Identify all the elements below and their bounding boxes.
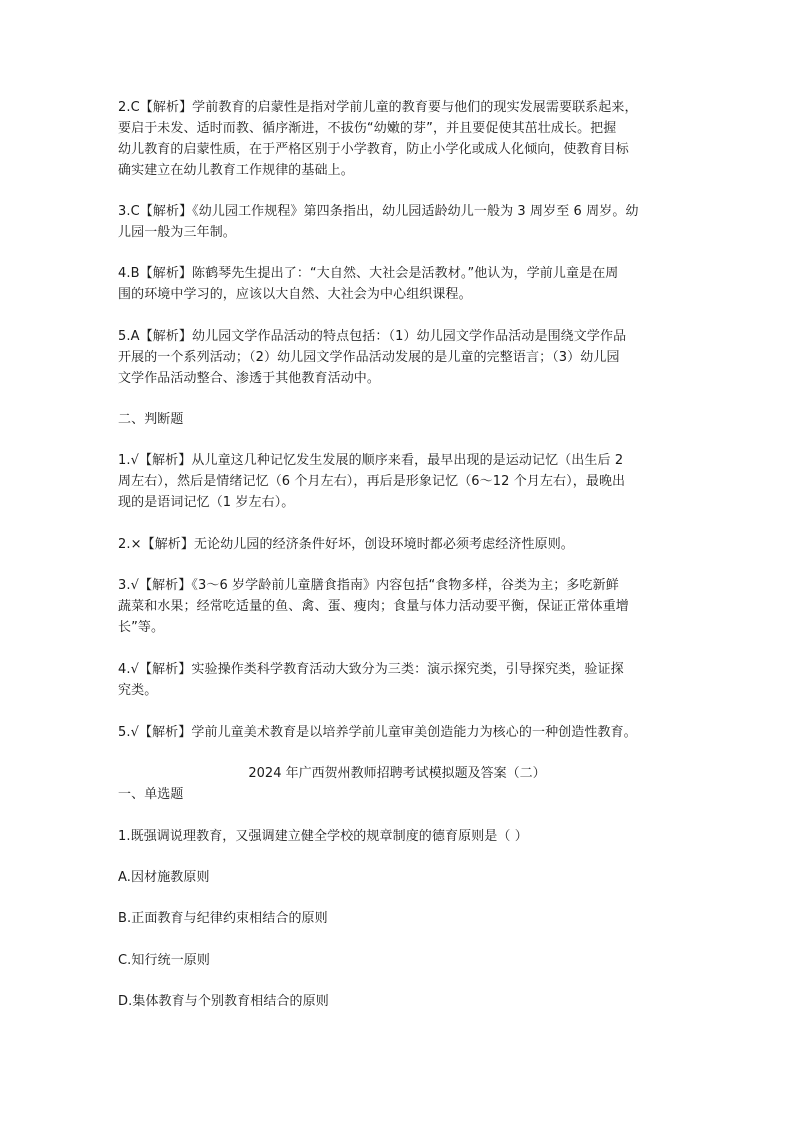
answer-judge-1 xyxy=(118,450,678,513)
option-c: C.知行统一原则 xyxy=(118,953,211,968)
answer-judge-3 xyxy=(118,575,678,638)
answer-choice-5 xyxy=(118,326,678,389)
text-line: 儿园一般为三年制。 xyxy=(118,225,236,240)
text-line: 周左右），然后是情绪记忆（6 个月左右），再后是形象记忆（6～12 个月左右），最晚出 xyxy=(118,474,626,489)
text-line: 3.√【解析】《3～6 岁学龄前儿童膳食指南》内容包括“食物多样，谷类为主；多吃新鲜 xyxy=(118,578,619,593)
text-line: 2.C【解析】学前教育的启蒙性是指对学前儿童的教育要与他们的现实发展需要联系起来， xyxy=(118,100,638,115)
answer-judge-5 xyxy=(118,722,678,743)
text-line: 4.B【解析】陈鹤琴先生提出了：“大自然、大社会是活教材。”他认为，学前儿童是在周 xyxy=(118,266,619,281)
text-line: 究类。 xyxy=(118,683,158,698)
text-line: 现的是语词记忆（1 岁左右）。 xyxy=(118,495,295,510)
text-line: 4.√【解析】实验操作类科学教育活动大致分为三类：演示探究类，引导探究类，验证探 xyxy=(118,662,624,677)
text-line: 5.√【解析】学前儿童美术教育是以培养学前儿童审美创造能力为核心的一种创造性教育。 xyxy=(118,725,637,740)
exam-title: 2024 年广西贺州教师招聘考试模拟题及答案（二） xyxy=(248,766,546,781)
text-line: 长”等。 xyxy=(118,620,165,635)
text-line: 蔬菜和水果；经常吃适量的鱼、禽、蛋、瘦肉；食量与体力活动要平衡，保证正常体重增 xyxy=(118,599,629,614)
text-line: 5.A【解析】幼儿园文学作品活动的特点包括：（1）幼儿园文学作品活动是围绕文学作品 xyxy=(118,329,627,344)
text-line: 确实建立在幼儿教育工作规律的基础上。 xyxy=(118,163,354,178)
answer-choice-3 xyxy=(118,201,678,243)
text-line: 2.×【解析】无论幼儿园的经济条件好坏，创设环境时都必须考虑经济性原则。 xyxy=(118,537,574,552)
text-line: 幼儿教育的启蒙性质，在于严格区别于小学教育，防止小学化或成人化倾向，使教育目标 xyxy=(118,142,629,157)
option-a: A.因材施教原则 xyxy=(118,870,210,885)
question-stem: 1.既强调说理教育，又强调建立健全学校的规章制度的德育原则是（ ） xyxy=(118,829,528,844)
option-d: D.集体教育与个别教育相结合的原则 xyxy=(118,994,329,1009)
answer-choice-2 xyxy=(118,97,678,181)
answer-choice-4 xyxy=(118,263,678,305)
text-line: 开展的一个系列活动；（2）幼儿园文学作品活动发展的是儿童的完整语言；（3）幼儿园 xyxy=(118,350,620,365)
section-title-judge: 二、判断题 xyxy=(118,412,184,427)
answer-judge-4 xyxy=(118,659,678,701)
answer-judge-2 xyxy=(118,534,678,555)
text-line: 要启于未发、适时而教、循序渐进，不拔伤“幼嫩的芽”，并且要促使其茁壮成长。把握 xyxy=(118,121,617,136)
text-line: 1.√【解析】从儿童这几种记忆发生发展的顺序来看，最早出现的是运动记忆（出生后 2 xyxy=(118,453,624,468)
section-title-single: 一、单选题 xyxy=(118,787,184,802)
text-line: 文学作品活动整合、渗透于其他教育活动中。 xyxy=(118,371,381,386)
option-b: B.正面教育与纪律约束相结合的原则 xyxy=(118,911,328,926)
text-line: 围的环境中学习的，应该以大自然、大社会为中心组织课程。 xyxy=(118,287,472,302)
text-line: 3.C【解析】《幼儿园工作规程》第四条指出，幼儿园适龄幼儿一般为 3 周岁至 6 周岁。幼 xyxy=(118,204,639,219)
